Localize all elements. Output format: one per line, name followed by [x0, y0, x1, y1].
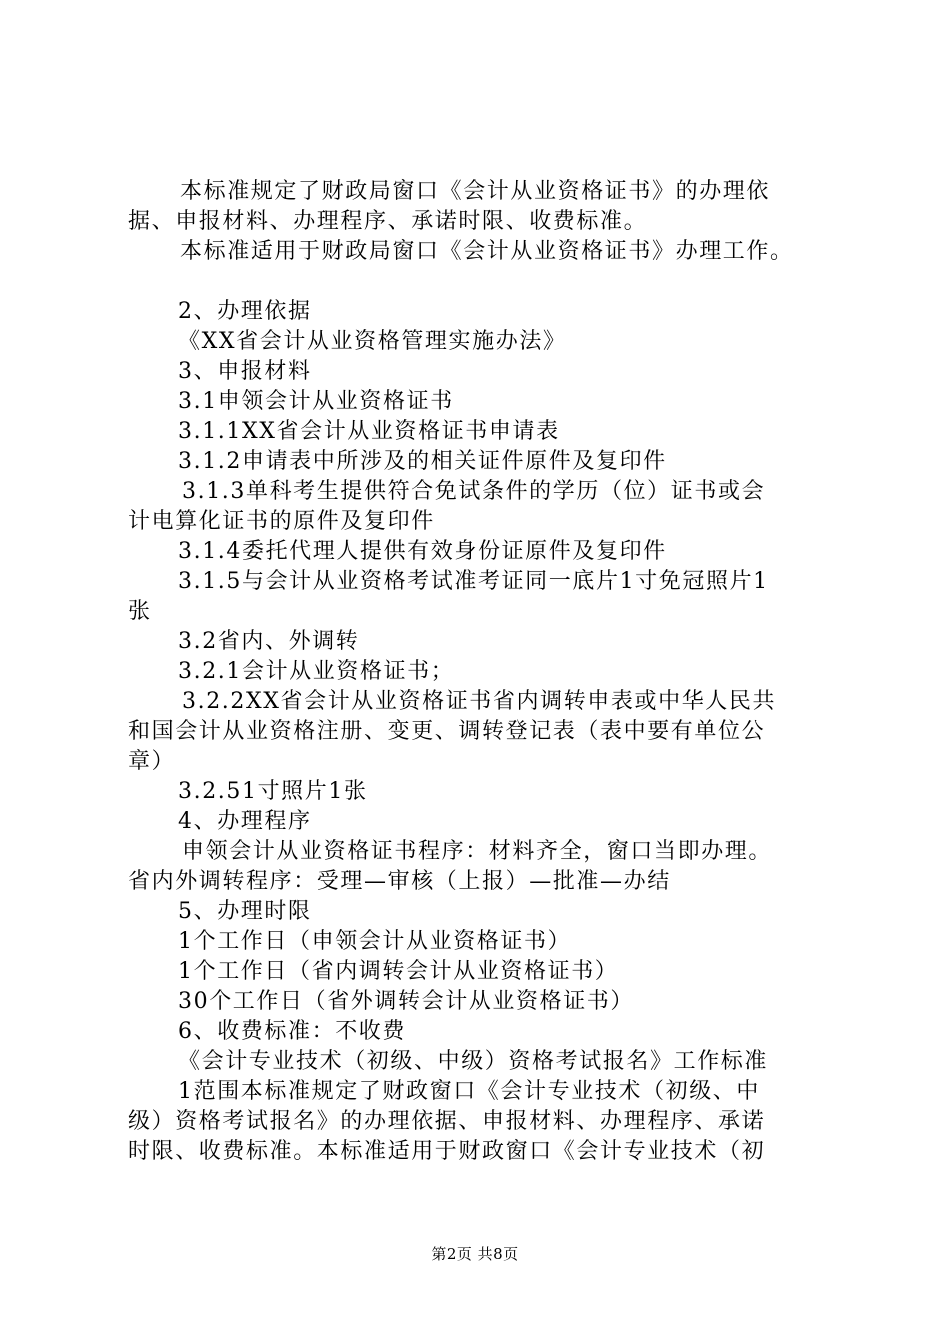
- standard-title: 《会计专业技术（初级、中级）资格考试报名》工作标准: [178, 1049, 769, 1074]
- section-heading-materials: 3、申报材料: [178, 359, 312, 384]
- paragraph-gap: [128, 267, 838, 297]
- basis-text: 《XX省会计从业资格管理实施办法》: [178, 329, 567, 354]
- item-3-2-1: 3.2.1会计从业资格证书；: [178, 659, 455, 684]
- scope-paragraph-line-1: 本标准规定了财政局窗口《会计从业资格证书》的办理依: [180, 179, 771, 204]
- scope-2-line-1: 1范围本标准规定了财政窗口《会计专业技术（初级、中: [178, 1079, 760, 1104]
- item-3-1-2: 3.1.2申请表中所涉及的相关证件原件及复印件: [178, 449, 667, 474]
- item-3-1-3-line-2: 计电算化证书的原件及复印件: [128, 509, 435, 534]
- section-heading-fees: 6、收费标准：不收费: [178, 1019, 406, 1044]
- item-3-1-5-line-2: 张: [128, 599, 152, 624]
- item-3-1-3-line-1: 3.1.3单科考生提供符合免试条件的学历（位）证书或会: [182, 479, 766, 504]
- scope-paragraph-line-2: 据、申报材料、办理程序、承诺时限、收费标准。: [128, 209, 648, 234]
- time-limit-item-2: 1个工作日（省内调转会计从业资格证书）: [178, 959, 619, 984]
- item-3-2-2-line-3: 章）: [128, 749, 176, 774]
- item-3-2-5: 3.2.51寸照片1张: [178, 779, 368, 804]
- section-heading-procedure: 4、办理程序: [178, 809, 312, 834]
- document-body: [128, 177, 838, 1167]
- applicability-paragraph: 本标准适用于财政局窗口《会计从业资格证书》办理工作。: [180, 239, 794, 264]
- procedure-line-1: 申领会计从业资格证书程序：材料齐全，窗口当即办理。: [182, 839, 773, 864]
- item-3-1-4: 3.1.4委托代理人提供有效身份证原件及复印件: [178, 539, 667, 564]
- item-3-2-2-line-2: 和国会计从业资格注册、变更、调转登记表（表中要有单位公: [128, 719, 766, 744]
- page-footer: 第2页 共8页: [431, 1245, 519, 1263]
- scope-2-line-2: 级）资格考试报名》的办理依据、申报材料、办理程序、承诺: [128, 1109, 766, 1134]
- subsection-3-1: 3.1申领会计从业资格证书: [178, 389, 454, 414]
- item-3-1-1: 3.1.1XX省会计从业资格证书申请表: [178, 419, 560, 444]
- time-limit-item-1: 1个工作日（申领会计从业资格证书）: [178, 929, 572, 954]
- section-heading-basis: 2、办理依据: [178, 299, 312, 324]
- section-heading-time-limit: 5、办理时限: [178, 899, 312, 924]
- item-3-1-5-line-1: 3.1.5与会计从业资格考试准考证同一底片1寸免冠照片1: [178, 569, 769, 594]
- procedure-line-2: 省内外调转程序：受理—审核（上报）—批准—办结: [128, 869, 671, 894]
- subsection-3-2: 3.2省内、外调转: [178, 629, 360, 654]
- scope-2-line-3: 时限、收费标准。本标准适用于财政窗口《会计专业技术（初: [128, 1139, 766, 1164]
- time-limit-item-3: 30个工作日（省外调转会计从业资格证书）: [178, 989, 634, 1014]
- item-3-2-2-line-1: 3.2.2XX省会计从业资格证书省内调转申表或中华人民共: [182, 689, 777, 714]
